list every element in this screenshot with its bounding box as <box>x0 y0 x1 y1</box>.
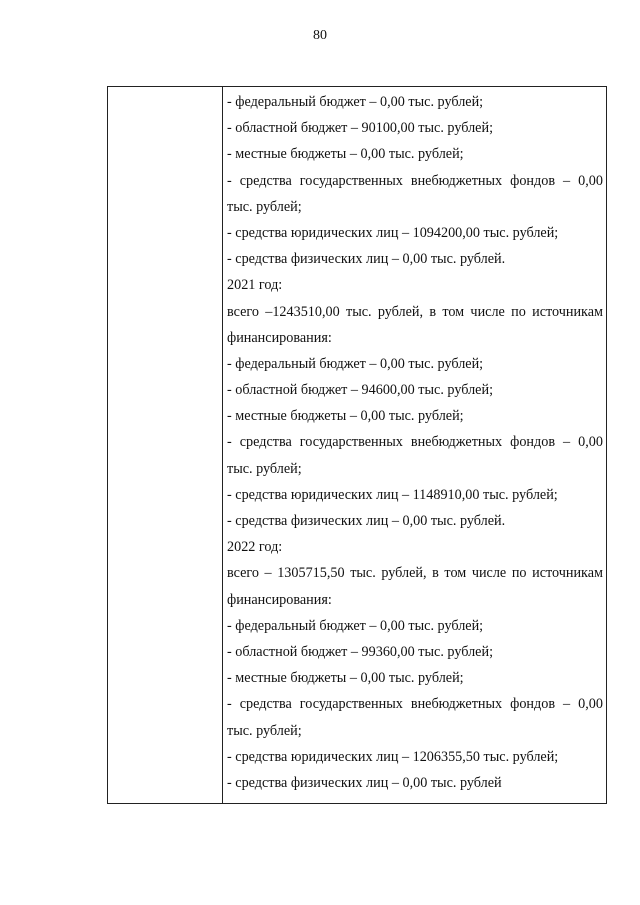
funding-line-federal-2022: - федеральный бюджет – 0,00 тыс. рублей; <box>227 617 484 634</box>
funding-line-legal-entities: - средства юридических лиц – 1094200,00 тыс. рублей; <box>227 224 559 241</box>
total-line-2021: всего –1243510,00 тыс. рублей, в том числе по источникам <box>227 303 603 320</box>
funding-line-individuals-2022: - средства физических лиц – 0,00 тыс. рублей <box>227 774 502 791</box>
funding-line-local: - местные бюджеты – 0,00 тыс. рублей; <box>227 146 464 163</box>
funding-line-individuals-2021: - средства физических лиц – 0,00 тыс. рублей. <box>227 513 506 529</box>
funding-line-regional: - областной бюджет – 90100,00 тыс. рублей; <box>227 120 494 137</box>
funding-line-offbudget-cont: тыс. рублей; <box>227 198 302 215</box>
funding-line-offbudget-2022: - средства государственных внебюджетных фондов – 0,00 <box>227 696 603 713</box>
funding-line-regional-2022: - областной бюджет – 99360,00 тыс. рублей; <box>227 643 494 660</box>
funding-table <box>107 86 607 804</box>
year-heading-2021: 2021 год: <box>227 277 283 294</box>
table-right-cell <box>223 87 606 803</box>
funding-line-offbudget-2022-cont: тыс. рублей; <box>227 722 302 739</box>
funding-line-local-2022: - местные бюджеты – 0,00 тыс. рублей; <box>227 670 464 687</box>
total-line-2021-cont: финансирования: <box>227 329 332 346</box>
year-heading-2022: 2022 год: <box>227 539 283 556</box>
funding-line-legal-entities-2022: - средства юридических лиц – 1206355,50 тыс. рублей; <box>227 748 559 765</box>
funding-line-legal-entities-2021: - средства юридических лиц – 1148910,00 тыс. рублей; <box>227 486 558 503</box>
total-line-2022-cont: финансирования: <box>227 591 332 608</box>
total-line-2022: всего – 1305715,50 тыс. рублей, в том числе по источникам <box>227 565 603 582</box>
funding-line-individuals: - средства физических лиц – 0,00 тыс. рублей. <box>227 251 506 268</box>
funding-line-offbudget-2021-cont: тыс. рублей; <box>227 460 302 477</box>
funding-line-regional-2021: - областной бюджет – 94600,00 тыс. рублей; <box>227 382 494 399</box>
funding-line-offbudget-2021: - средства государственных внебюджетных фондов – 0,00 <box>227 434 603 451</box>
funding-line-local-2021: - местные бюджеты – 0,00 тыс. рублей; <box>227 408 464 425</box>
funding-line-offbudget: - средства государственных внебюджетных фондов – 0,00 <box>227 172 603 189</box>
page-number: 80 <box>313 28 327 43</box>
funding-line-federal: - федеральный бюджет – 0,00 тыс. рублей; <box>227 94 484 110</box>
table-left-cell <box>108 87 223 803</box>
funding-line-federal-2021: - федеральный бюджет – 0,00 тыс. рублей; <box>227 355 484 372</box>
